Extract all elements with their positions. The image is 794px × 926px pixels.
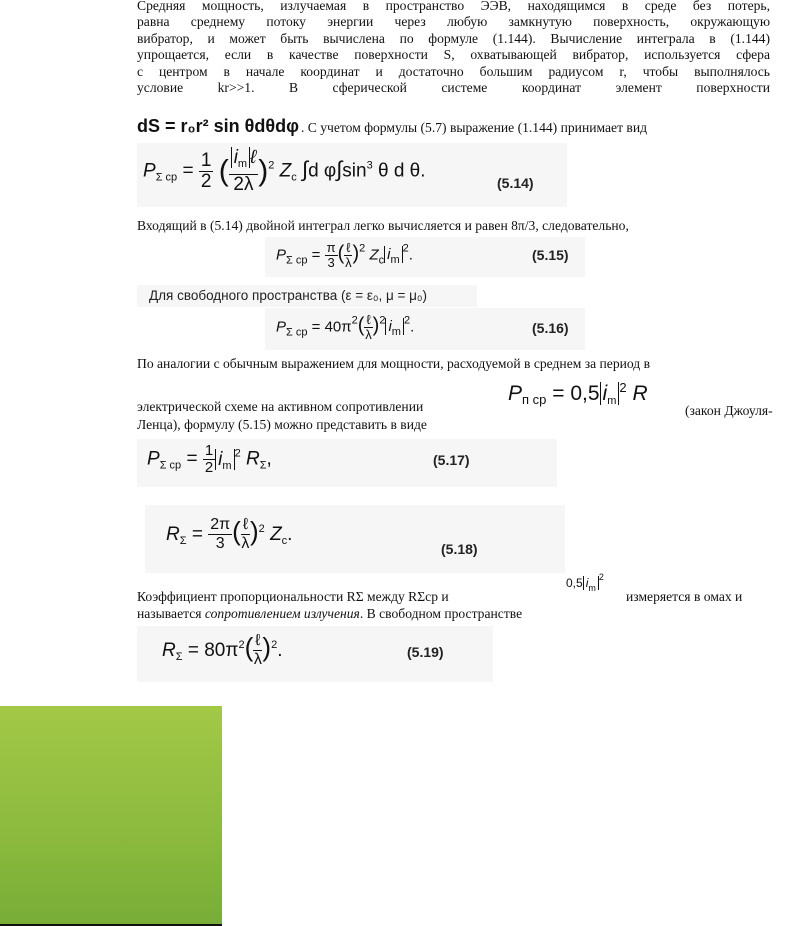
coef-text-part2: измеряется в омах и [626,589,743,604]
paragraph-joule-line1: По аналогии с обычным выражением для мощности, расходуемой в среднем за период в [137,356,651,371]
formula-5-19: $R_\Sigma = 80\pi^2$( $\frac{\text{ℓ}}{\lambda}$ )$^2$. [162,632,283,669]
coef-text-part1: Коэффициент пропорциональности RΣ между RΣср и [137,589,449,604]
joule-text-before: электрической схеме на активном сопротивлении [137,399,424,414]
formula-5-17: $P_{\Sigma ср}$ = $\frac{1}{2}$ $i_m^2$ $R_\Sigma$, [147,442,272,476]
coef-inline-formula: 0,5 $i_m^2$ [566,572,604,593]
text-line: упрощается, если в качестве поверхности S, охватывающей вибратор, используется сфера [137,47,770,63]
paragraph-integral: Входящий в (5.14) двойной интеграл легко вычисляется и равен 8π/3, следовательно, [137,218,629,233]
paragraph-intro [137,0,770,96]
text-line: равна среднему потоку энергии через любую замкнутую поверхность, окружающую [137,14,770,30]
formula-5-16: $P_{\Sigma ср} = 40\pi^2$( $\frac{\text{ℓ}}{\lambda}$ )$^2$ $i_m^2$. [276,312,415,342]
joule-formula: $P_{п ср} = 0,5$ $i_m^2$ R [508,380,648,407]
ds-after-text: . С учетом формулы (5.7) выражение (1.144) принимает вид [300,120,648,135]
ds-line [137,116,647,137]
formula-5-18: $R_\Sigma$ = $\frac{2\pi}{3}$ ( $\frac{\text{ℓ}}{\lambda}$ )$^2$ $Z_c$. [166,516,293,553]
formula-5-14: $P_{\Sigma ср}$ = $\frac{1}{2}$ ( $\frac{i_m \ell}{2\lambda}$ )$^2$ $Z_c$ ∫d $\varphi\int\sin^3$ θ d θ. [143,147,426,195]
joule-text-after: (закон Джоуля- [685,403,773,418]
green-decor-block [0,706,222,924]
text-line: Средняя мощность, излучаемая в пространство ЭЭВ, находящимся в среде без потерь, [137,0,770,13]
formula-number-5-14: (5.14) [497,175,534,191]
free-space-label: Для свободного пространства (ε = ε₀, μ = μ₀) [149,288,428,303]
coef-text-line2 [137,606,522,622]
text-line: вибратор, и может быть вычислена по формуле (1.144). Вычисление интеграла в (1.144) [137,30,770,46]
formula-number-5-17: (5.17) [433,452,470,468]
text-line: условие kr>>1. В сферической системе координат элемент поверхности [137,80,770,96]
formula-number-5-19: (5.19) [407,644,444,660]
joule-text-line3: Ленца), формулу (5.15) можно представить в виде [137,417,427,432]
coef-line2-before: называется [137,606,202,621]
ds-formula: dS = r₀r² sin θdθdφ [137,116,299,136]
text-line: с центром в начале координат и достаточно большим радиусом r, чтобы выполнялось [137,63,770,79]
radiation-resistance-term: сопротивлением излучения [204,606,360,621]
formula-number-5-15: (5.15) [532,247,569,263]
formula-number-5-18: (5.18) [441,541,478,557]
formula-number-5-16: (5.16) [532,320,569,336]
coef-line2-after: . В свободном пространстве [359,606,523,621]
formula-5-15: $P_{\Sigma ср}$ = $\frac{\pi}{3}$ ( $\frac{\text{ℓ}}{\lambda}$ )$^2$ $Z_c$ $i_m^2$. [276,240,413,270]
